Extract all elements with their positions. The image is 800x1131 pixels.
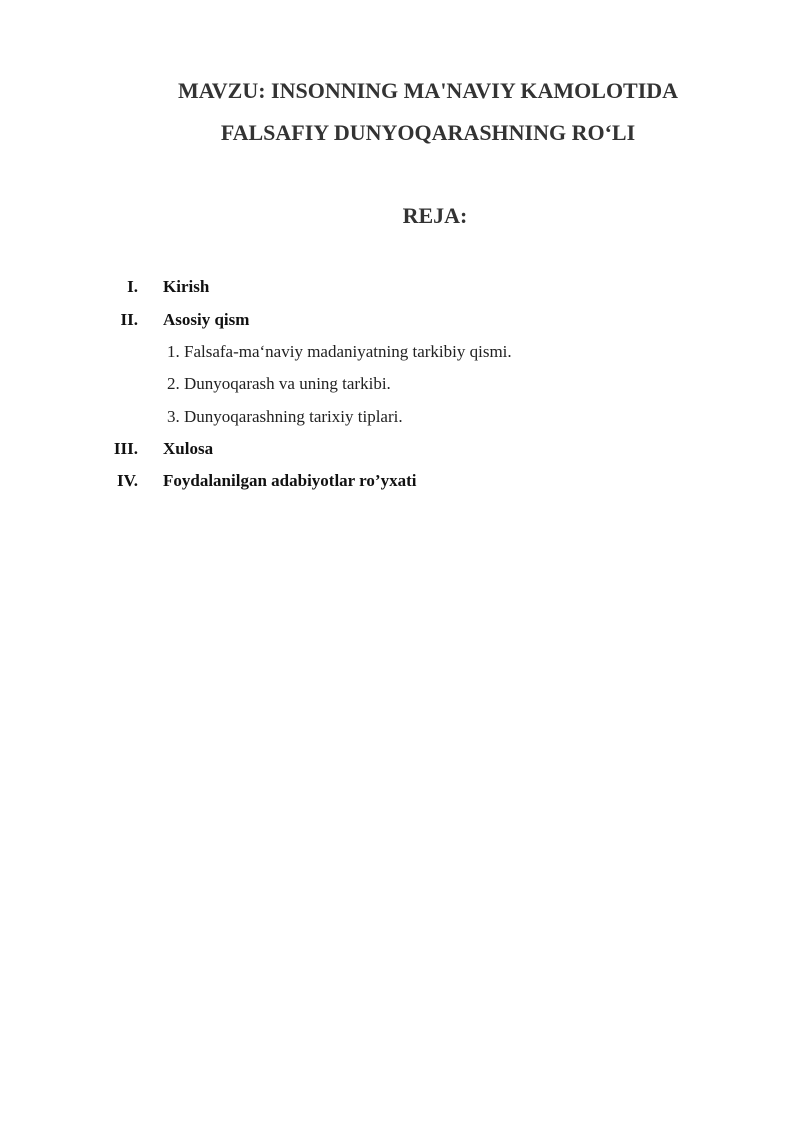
plan-item-conclusion — [0, 438, 800, 460]
plan-item-number: IV. — [117, 471, 138, 490]
plan-subitem-2 — [0, 373, 800, 395]
plan-item-number: I. — [127, 277, 138, 296]
plan-subitem-3 — [0, 406, 800, 428]
plan-item-main-part — [0, 309, 800, 331]
plan-subitem-1 — [0, 341, 800, 363]
plan-item-label: Xulosa — [163, 439, 214, 458]
plan-item-label: Kirish — [163, 277, 210, 296]
plan-subitem-text: 3. Dunyoqarashning tarixiy tiplari. — [167, 407, 403, 426]
plan-heading: REJA: — [402, 203, 468, 228]
plan-item-references — [0, 470, 800, 492]
plan-item-label: Asosiy qism — [163, 310, 250, 329]
document-title-line-2: FALSAFIY DUNYOQARASHNING RO‘LI — [220, 120, 636, 145]
plan-subitem-text: 1. Falsafa-ma‘naviy madaniyatning tarkibiy qismi. — [167, 342, 512, 361]
plan-item-label: Foydalanilgan adabiyotlar ro’yxati — [163, 471, 417, 490]
document-title-line-1: MAVZU: INSONNING MA'NAVIY KAMOLOTIDA — [177, 78, 679, 103]
plan-item-number: III. — [113, 439, 138, 458]
plan-subitem-text: 2. Dunyoqarash va uning tarkibi. — [167, 374, 391, 393]
plan-item-number: II. — [120, 310, 138, 329]
plan-item-introduction — [0, 276, 800, 298]
